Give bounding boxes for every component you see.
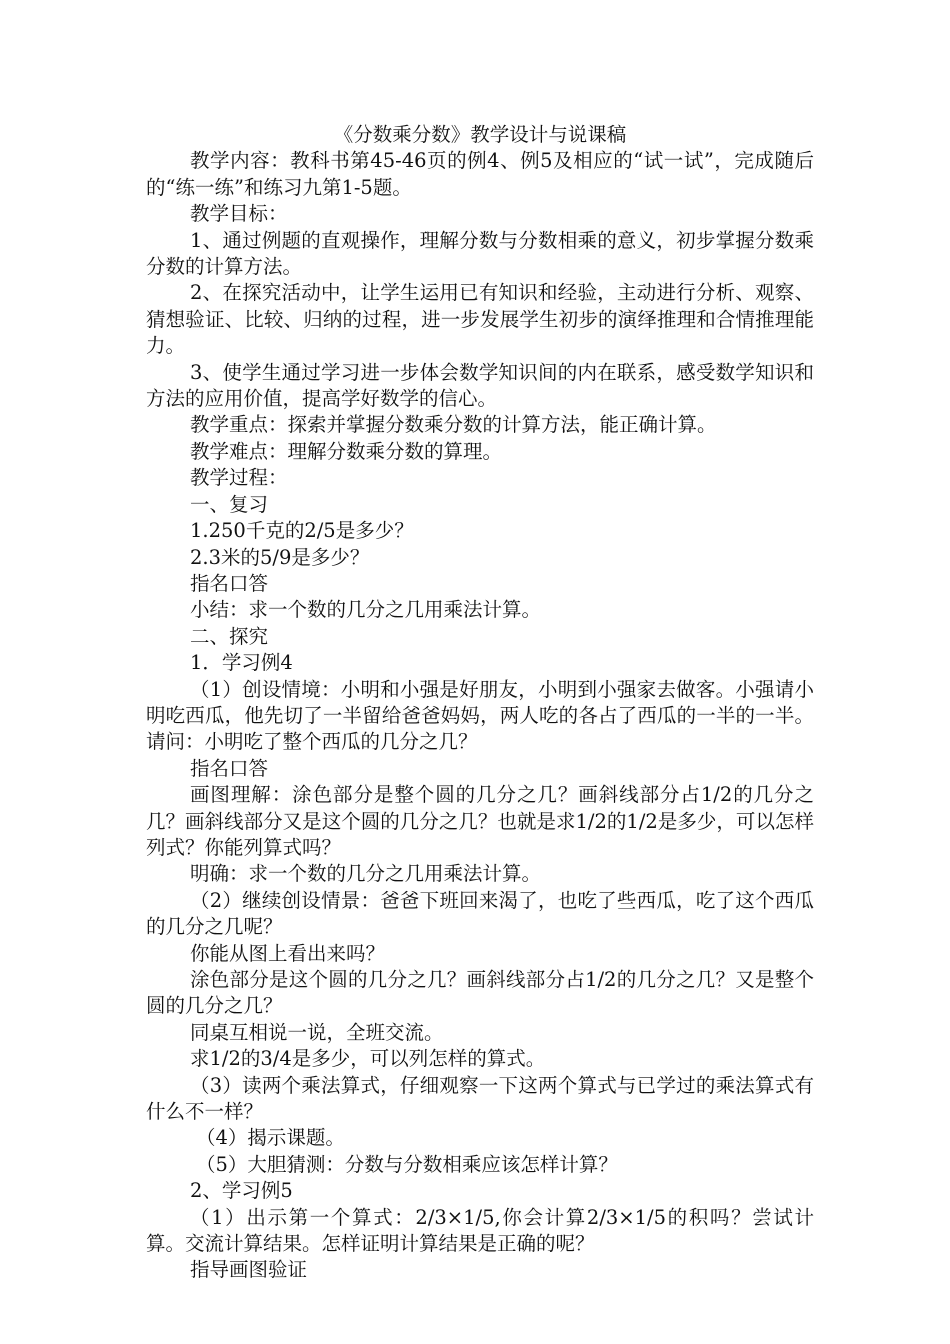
paragraph-oral-answer: 指名口答 [190, 571, 269, 595]
review-question-1: 1.250千克的2/5是多少？ [190, 519, 414, 543]
paragraph-scenario-2: （2）继续创设情景：爸爸下班回来渴了，也吃了些西瓜，吃了这个西瓜的几分之几呢？ [146, 888, 814, 939]
paragraph-objective-2: 2、在探究活动中，让学生运用已有知识和经验，主动进行分析、观察、猜想验证、比较、归纳的过程，进一步发展学生初步的演绎推理和合情推理能力。 [146, 281, 814, 358]
paragraph-shaded-question: 涂色部分是这个圆的几分之几？画斜线部分占1/2的几分之几？又是整个圆的几分之几？ [146, 968, 814, 1018]
paragraph-see-from-figure: 你能从图上看出来吗？ [190, 941, 386, 965]
paragraph-guess: （5）大胆猜测：分数与分数相乘应该怎样计算？ [196, 1152, 618, 1176]
paragraph-discuss: 同桌互相说一说，全班交流。 [190, 1020, 444, 1044]
subsection-example-5: 2、学习例5 [190, 1179, 293, 1203]
document-body [146, 122, 814, 1284]
paragraph-objective-1: 1、通过例题的直观操作，理解分数与分数相乘的意义，初步掌握分数乘分数的计算方法。 [146, 228, 814, 279]
section-explore-heading: 二、探究 [190, 624, 269, 648]
paragraph-difficulty: 教学难点：理解分数乘分数的算理。 [190, 439, 503, 463]
paragraph-key-point: 教学重点：探索并掌握分数乘分数的计算方法，能正确计算。 [190, 413, 717, 437]
paragraph-clarify: 明确：求一个数的几分之几用乘法计算。 [190, 862, 542, 886]
paragraph-objective-3: 3、使学生通过学习进一步体会数学知识间的内在联系，感受数学知识和方法的应用价值，提高学好数学的信心。 [146, 360, 814, 411]
paragraph-process-heading: 教学过程： [190, 466, 288, 490]
paragraph-objectives-heading: 教学目标： [190, 202, 288, 226]
paragraph-oral-answer-2: 指名口答 [190, 756, 269, 780]
paragraph-teaching-content: 教学内容：教科书第45-46页的例4、例5及相应的“试一试”，完成随后的“练一练”和练习九第1-5题。 [146, 149, 814, 199]
paragraph-summary: 小结：求一个数的几分之几用乘法计算。 [190, 598, 542, 622]
paragraph-formula-question: 求1/2的3/4是多少，可以列怎样的算式。 [190, 1047, 546, 1071]
paragraph-guide-drawing: 指导画图验证 [190, 1258, 308, 1282]
document-title: 《分数乘分数》教学设计与说课稿 [333, 123, 627, 146]
paragraph-compare: （3）读两个乘法算式，仔细观察一下这两个算式与已学过的乘法算式有什么不一样？ [146, 1073, 814, 1124]
review-question-2: 2.3米的5/9是多少？ [190, 545, 370, 569]
paragraph-scenario-1: （1）创设情境：小明和小强是好朋友，小明到小强家去做客。小强请小明吃西瓜，他先切了一半留给爸爸妈妈，两人吃的各占了西瓜的一半的一半。请问：小明吃了整个西瓜的几分之几？ [146, 677, 814, 754]
paragraph-drawing-understanding: 画图理解：涂色部分是整个圆的几分之几？画斜线部分占1/2的几分之几？画斜线部分又是这个圆的几分之几？也就是求1/2的1/2是多少，可以怎样列式？你能列算式吗？ [146, 783, 814, 859]
section-review-heading: 一、复习 [190, 492, 269, 516]
paragraph-reveal-topic: （4）揭示课题。 [196, 1126, 345, 1150]
paragraph-first-formula: （1）出示第一个算式：2/3×1/5,你会计算2/3×1/5的积吗？尝试计算。交流计算结果。怎样证明计算结果是正确的呢？ [146, 1205, 814, 1256]
subsection-example-4: 1．学习例4 [190, 651, 293, 675]
